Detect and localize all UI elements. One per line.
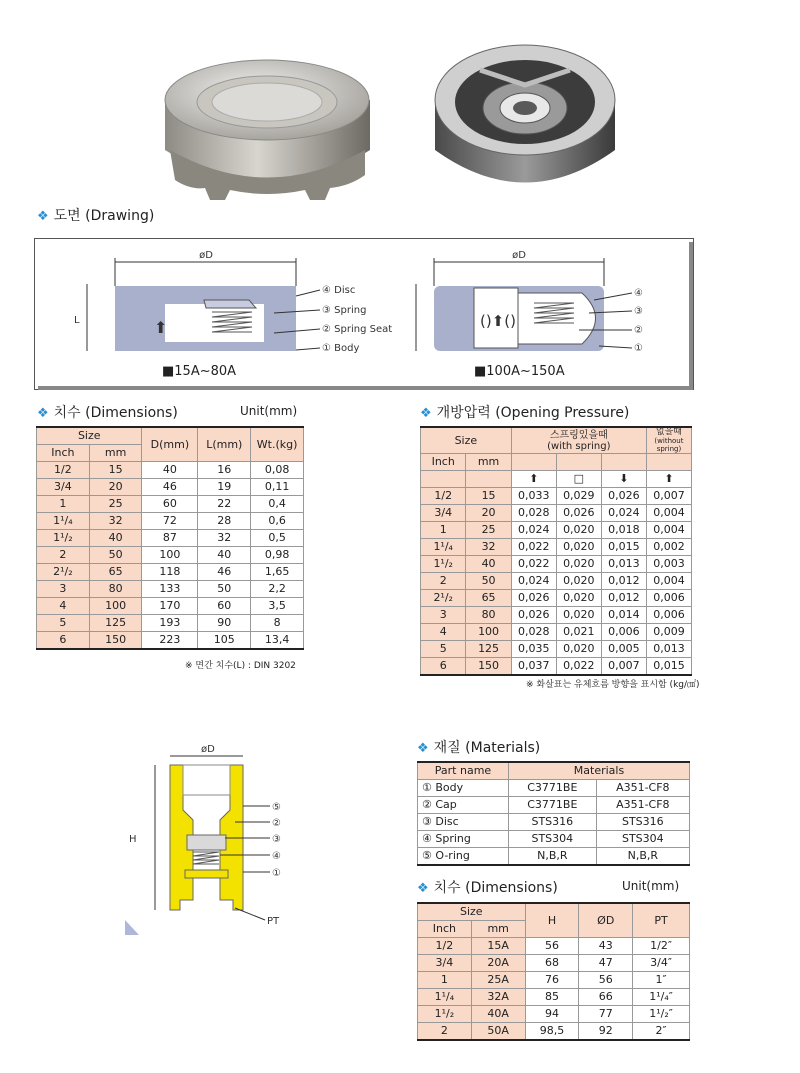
table-cell-b: 0,020 <box>556 607 601 624</box>
table-cell-inch: 3 <box>37 581 90 598</box>
table-cell-mm: 25 <box>89 496 142 513</box>
table-cell-inch: 2¹/₂ <box>421 590 466 607</box>
diamond-bullet-icon: ❖ <box>417 881 429 896</box>
label-body: ① Body <box>322 343 360 354</box>
table-cell-b: 0,029 <box>556 488 601 505</box>
mm-header: mm <box>471 921 525 938</box>
empty-header <box>511 454 556 471</box>
table-cell-part: ① Body <box>418 780 509 797</box>
drawing-panel <box>34 238 694 390</box>
pt-label: PT <box>267 916 280 927</box>
diamond-bullet-icon: ❖ <box>420 406 432 421</box>
table-cell-b: 0,020 <box>556 641 601 658</box>
table-cell-c: 0,013 <box>601 556 646 573</box>
table-cell-d: 0,006 <box>646 607 691 624</box>
table-cell-mm: 80 <box>89 581 142 598</box>
table-cell-a: 0,026 <box>511 607 556 624</box>
table-cell-a: 0,024 <box>511 573 556 590</box>
table-cell-inch: 1¹/₄ <box>37 513 90 530</box>
with-spring-label: 스프링있을때 <box>549 429 608 441</box>
table-row <box>421 488 692 505</box>
table-cell-d: 46 <box>142 479 198 496</box>
table-cell-pt: 3/4″ <box>633 955 690 972</box>
table-cell-m1: C3771BE <box>509 797 597 814</box>
flow-up-icon: ⬆ <box>646 471 691 488</box>
label-disc: ④ Disc <box>322 285 356 296</box>
table-cell-wt: 13,4 <box>251 632 304 650</box>
table-cell-l: 90 <box>198 615 251 632</box>
table-cell-d: 56 <box>579 972 633 989</box>
table-cell-part: ③ Disc <box>418 814 509 831</box>
table-cell-a: 0,022 <box>511 556 556 573</box>
table-cell-inch: 1¹/₄ <box>421 539 466 556</box>
table-cell-d: 77 <box>579 1006 633 1023</box>
table-cell-inch: 1/2 <box>418 938 472 955</box>
table-row <box>418 831 690 848</box>
table-cell-l: 46 <box>198 564 251 581</box>
right-label-4: ④ <box>634 288 643 299</box>
table-cell-d: 72 <box>142 513 198 530</box>
table-row <box>421 573 692 590</box>
table-cell-d: 0,013 <box>646 641 691 658</box>
table-cell-d: 118 <box>142 564 198 581</box>
table-cell-inch: 6 <box>421 658 466 676</box>
table-cell-a: 0,022 <box>511 539 556 556</box>
table-row <box>418 797 690 814</box>
table-cell-c: 0,005 <box>601 641 646 658</box>
table-cell-l: 32 <box>198 530 251 547</box>
table-cell-inch: 5 <box>421 641 466 658</box>
table-row <box>421 556 692 573</box>
without-sub1: (without <box>654 437 684 445</box>
table-cell-a: 0,028 <box>511 505 556 522</box>
table-cell-h: 98,5 <box>525 1023 579 1041</box>
table-cell-c: 0,024 <box>601 505 646 522</box>
table-row <box>418 848 690 866</box>
table-cell-h: 76 <box>525 972 579 989</box>
table-cell-d: 66 <box>579 989 633 1006</box>
table-row <box>418 780 690 797</box>
table-cell-mm: 32 <box>89 513 142 530</box>
left-range: ■15A~80A <box>162 364 237 379</box>
right-label-2: ② <box>634 325 643 336</box>
table-row <box>421 590 692 607</box>
table-cell-mm: 32A <box>471 989 525 1006</box>
label-spring-seat: ② Spring Seat <box>322 324 393 335</box>
table-cell-mm: 15 <box>89 462 142 479</box>
table-cell-d: 40 <box>142 462 198 479</box>
label-spring: ③ Spring <box>322 305 367 316</box>
table-cell-mm: 100 <box>466 624 511 641</box>
table-row <box>418 1023 690 1041</box>
flow-arrow-icon: ⬆ <box>154 318 168 337</box>
table-cell-inch: 3/4 <box>418 955 472 972</box>
table-cell-d: 0,003 <box>646 556 691 573</box>
table-cell-m2: STS304 <box>596 831 689 848</box>
right-dim-d: øD <box>512 250 526 261</box>
table-cell-h: 85 <box>525 989 579 1006</box>
cutaway-label-1: ① <box>272 868 281 879</box>
table-cell-wt: 8 <box>251 615 304 632</box>
table-row <box>418 972 690 989</box>
table-cell-pt: 1″ <box>633 972 690 989</box>
table-cell-inch: 2¹/₂ <box>37 564 90 581</box>
dim-h: H <box>129 834 137 845</box>
l-header: L(mm) <box>198 427 251 462</box>
table-cell-wt: 1,65 <box>251 564 304 581</box>
materials-header: Materials <box>509 762 690 780</box>
arrow-row <box>421 471 692 488</box>
table-cell-d: 0,006 <box>646 590 691 607</box>
table-cell-part: ④ Spring <box>418 831 509 848</box>
table-row <box>421 624 692 641</box>
table-cell-mm: 40 <box>466 556 511 573</box>
table-cell-d: 170 <box>142 598 198 615</box>
table-row <box>421 505 692 522</box>
table-cell-d: 133 <box>142 581 198 598</box>
table-cell-mm: 50A <box>471 1023 525 1041</box>
without-sub2: spring) <box>656 445 682 453</box>
opening-heading: ❖ 개방압력 (Opening Pressure) <box>420 405 630 421</box>
table-cell-d: 60 <box>142 496 198 513</box>
table-cell-inch: 2 <box>37 547 90 564</box>
table-cell-wt: 0,11 <box>251 479 304 496</box>
flow-arrow-right-icon: ()⬆() <box>480 312 516 330</box>
table-cell-l: 16 <box>198 462 251 479</box>
table-row <box>37 632 304 650</box>
left-dim-d: øD <box>199 250 213 261</box>
size-header: Size <box>37 427 142 445</box>
table-cell-inch: 2 <box>421 573 466 590</box>
table-cell-c: 0,014 <box>601 607 646 624</box>
table-cell-m2: STS316 <box>596 814 689 831</box>
table-cell-mm: 150 <box>466 658 511 676</box>
empty-header <box>556 454 601 471</box>
table-cell-b: 0,020 <box>556 573 601 590</box>
materials-table <box>417 761 690 866</box>
table-cell-wt: 2,2 <box>251 581 304 598</box>
table-row <box>37 598 304 615</box>
pt-header: PT <box>633 903 690 938</box>
table-cell-inch: 3/4 <box>421 505 466 522</box>
table-cell-mm: 100 <box>89 598 142 615</box>
table-cell-h: 56 <box>525 938 579 955</box>
table-row <box>37 479 304 496</box>
table-cell-m2: N,B,R <box>596 848 689 866</box>
table-cell-pt: 2″ <box>633 1023 690 1041</box>
table-cell-b: 0,020 <box>556 590 601 607</box>
table-cell-wt: 3,5 <box>251 598 304 615</box>
table-cell-inch: 1 <box>37 496 90 513</box>
table-cell-inch: 1¹/₂ <box>418 1006 472 1023</box>
product-photo-wafer-check-valve <box>160 40 375 200</box>
table-cell-d: 0,007 <box>646 488 691 505</box>
table-cell-inch: 5 <box>37 615 90 632</box>
table-cell-l: 28 <box>198 513 251 530</box>
table-cell-c: 0,007 <box>601 658 646 676</box>
table-cell-inch: 1¹/₄ <box>418 989 472 1006</box>
table-cell-mm: 50 <box>466 573 511 590</box>
table-cell-wt: 0,4 <box>251 496 304 513</box>
table-cell-inch: 6 <box>37 632 90 650</box>
table-cell-mm: 125 <box>466 641 511 658</box>
with-spring-sub: (with spring) <box>547 440 611 452</box>
mm-header: mm <box>466 454 511 471</box>
table-cell-mm: 125 <box>89 615 142 632</box>
table-cell-pt: 1¹/₂″ <box>633 1006 690 1023</box>
diamond-bullet-icon: ❖ <box>417 741 429 756</box>
size-header: Size <box>421 427 512 454</box>
table-cell-inch: 1 <box>418 972 472 989</box>
inch-header: Inch <box>421 454 466 471</box>
table-row <box>37 530 304 547</box>
dimensions2-unit: Unit(mm) <box>622 879 680 893</box>
without-label: 없을때 <box>655 427 682 437</box>
table-cell-part: ② Cap <box>418 797 509 814</box>
dimensions2-heading: ❖ 치수 (Dimensions) <box>417 880 558 896</box>
table-cell-d: 92 <box>579 1023 633 1041</box>
table-cell-d: 0,009 <box>646 624 691 641</box>
table-row <box>418 955 690 972</box>
flow-up-icon: ⬆ <box>511 471 556 488</box>
table-cell-c: 0,012 <box>601 590 646 607</box>
table-cell-mm: 65 <box>89 564 142 581</box>
table-cell-h: 68 <box>525 955 579 972</box>
table-row <box>37 615 304 632</box>
dimensions1-note: ※ 면간 치수(L) : DIN 3202 <box>185 661 296 671</box>
inch-header: Inch <box>418 921 472 938</box>
table-cell-b: 0,020 <box>556 522 601 539</box>
table-cell-c: 0,018 <box>601 522 646 539</box>
table-cell-mm: 25 <box>466 522 511 539</box>
table-cell-b: 0,021 <box>556 624 601 641</box>
table-cell-inch: 1 <box>421 522 466 539</box>
dimensions1-heading: ❖ 치수 (Dimensions) <box>37 405 178 421</box>
table-cell-mm: 32 <box>466 539 511 556</box>
table-cell-wt: 0,5 <box>251 530 304 547</box>
table-cell-a: 0,033 <box>511 488 556 505</box>
table-row <box>418 989 690 1006</box>
table-cell-b: 0,026 <box>556 505 601 522</box>
d-header: D(mm) <box>142 427 198 462</box>
table-cell-pt: 1¹/₄″ <box>633 989 690 1006</box>
table-row <box>418 938 690 955</box>
table-cell-inch: 1¹/₂ <box>421 556 466 573</box>
table-cell-mm: 25A <box>471 972 525 989</box>
table-cell-l: 50 <box>198 581 251 598</box>
table-cell-wt: 0,08 <box>251 462 304 479</box>
table-row <box>37 581 304 598</box>
dimensions2-table <box>417 902 690 1041</box>
table-row <box>421 539 692 556</box>
table-cell-mm: 150 <box>89 632 142 650</box>
table-cell-m2: A351-CF8 <box>596 780 689 797</box>
table-cell-m1: N,B,R <box>509 848 597 866</box>
table-cell-d: 100 <box>142 547 198 564</box>
table-cell-inch: 1/2 <box>421 488 466 505</box>
table-cell-l: 40 <box>198 547 251 564</box>
table-cell-a: 0,026 <box>511 590 556 607</box>
table-cell-inch: 3 <box>421 607 466 624</box>
part-header: Part name <box>418 762 509 780</box>
flow-down-icon: ⬇ <box>601 471 646 488</box>
table-cell-mm: 40 <box>89 530 142 547</box>
table-row <box>421 522 692 539</box>
h-header: H <box>525 903 579 938</box>
table-cell-d: 0,002 <box>646 539 691 556</box>
opening-note: ※ 화살표는 유체흐름 방향을 표시함 (kg/㎠) <box>526 680 700 690</box>
table-cell-inch: 4 <box>421 624 466 641</box>
table-cell-pt: 1/2″ <box>633 938 690 955</box>
table-cell-d: 0,015 <box>646 658 691 676</box>
drawing-heading: ❖ 도면 (Drawing) <box>37 208 155 224</box>
table-row <box>37 462 304 479</box>
table-cell-inch: 2 <box>418 1023 472 1041</box>
empty-cell <box>466 471 511 488</box>
table-cell-inch: 1/2 <box>37 462 90 479</box>
right-label-3: ③ <box>634 306 643 317</box>
table-cell-m1: STS316 <box>509 814 597 831</box>
dim-d: øD <box>201 744 215 755</box>
dimensions1-unit: Unit(mm) <box>240 404 298 418</box>
empty-cell <box>421 471 466 488</box>
d-header: ØD <box>579 903 633 938</box>
table-row <box>37 564 304 581</box>
size-header: Size <box>418 903 526 921</box>
table-row <box>421 607 692 624</box>
table-cell-l: 19 <box>198 479 251 496</box>
table-cell-a: 0,024 <box>511 522 556 539</box>
with-spring-header <box>511 427 646 454</box>
table-cell-d: 0,004 <box>646 505 691 522</box>
table-cell-a: 0,028 <box>511 624 556 641</box>
table-cell-h: 94 <box>525 1006 579 1023</box>
diamond-bullet-icon: ❖ <box>37 406 49 421</box>
table-cell-c: 0,006 <box>601 624 646 641</box>
table-row <box>421 658 692 676</box>
cutaway-label-5: ⑤ <box>272 802 281 813</box>
table-cell-mm: 65 <box>466 590 511 607</box>
diamond-bullet-icon: ❖ <box>37 209 49 224</box>
neutral-box-icon: □ <box>556 471 601 488</box>
table-cell-mm: 20A <box>471 955 525 972</box>
table-cell-m1: STS304 <box>509 831 597 848</box>
opening-table <box>420 426 692 676</box>
table-cell-wt: 0,98 <box>251 547 304 564</box>
table-row <box>37 513 304 530</box>
table-cell-d: 0,004 <box>646 573 691 590</box>
wt-header: Wt.(kg) <box>251 427 304 462</box>
cutaway-label-4: ④ <box>272 851 281 862</box>
table-row <box>418 1006 690 1023</box>
table-cell-a: 0,035 <box>511 641 556 658</box>
table-cell-inch: 1¹/₂ <box>37 530 90 547</box>
table-cell-part: ⑤ O-ring <box>418 848 509 866</box>
empty-header <box>646 454 691 471</box>
table-cell-b: 0,020 <box>556 556 601 573</box>
table-cell-b: 0,020 <box>556 539 601 556</box>
cutaway-label-2: ② <box>272 818 281 829</box>
table-cell-mm: 80 <box>466 607 511 624</box>
table-row <box>37 496 304 513</box>
table-cell-d: 223 <box>142 632 198 650</box>
table-cell-l: 105 <box>198 632 251 650</box>
table-cell-mm: 15 <box>466 488 511 505</box>
table-cell-c: 0,015 <box>601 539 646 556</box>
table-row <box>37 547 304 564</box>
table-cell-c: 0,012 <box>601 573 646 590</box>
table-cell-d: 193 <box>142 615 198 632</box>
valve-cutaway-drawing <box>125 740 295 935</box>
table-cell-inch: 4 <box>37 598 90 615</box>
table-cell-mm: 20 <box>89 479 142 496</box>
table-row <box>421 641 692 658</box>
cutaway-label-3: ③ <box>272 834 281 845</box>
table-cell-mm: 15A <box>471 938 525 955</box>
table-cell-m2: A351-CF8 <box>596 797 689 814</box>
table-cell-l: 22 <box>198 496 251 513</box>
table-cell-inch: 3/4 <box>37 479 90 496</box>
table-cell-mm: 40A <box>471 1006 525 1023</box>
empty-header <box>601 454 646 471</box>
table-cell-d: 43 <box>579 938 633 955</box>
table-cell-l: 60 <box>198 598 251 615</box>
right-range: ■100A~150A <box>474 364 565 379</box>
table-cell-m1: C3771BE <box>509 780 597 797</box>
right-label-1: ① <box>634 343 643 354</box>
product-photo-disc-check-valve <box>420 30 630 205</box>
materials-heading: ❖ 재질 (Materials) <box>417 740 541 756</box>
table-cell-a: 0,037 <box>511 658 556 676</box>
table-cell-b: 0,022 <box>556 658 601 676</box>
table-cell-mm: 50 <box>89 547 142 564</box>
table-cell-d: 47 <box>579 955 633 972</box>
table-cell-c: 0,026 <box>601 488 646 505</box>
dimensions1-table <box>36 426 304 650</box>
table-cell-wt: 0,6 <box>251 513 304 530</box>
table-row <box>418 814 690 831</box>
inch-header: Inch <box>37 445 90 462</box>
without-spring-header <box>646 427 691 454</box>
table-cell-d: 87 <box>142 530 198 547</box>
table-cell-mm: 20 <box>466 505 511 522</box>
table-cell-d: 0,004 <box>646 522 691 539</box>
left-dim-l: L <box>74 315 80 326</box>
mm-header: mm <box>89 445 142 462</box>
